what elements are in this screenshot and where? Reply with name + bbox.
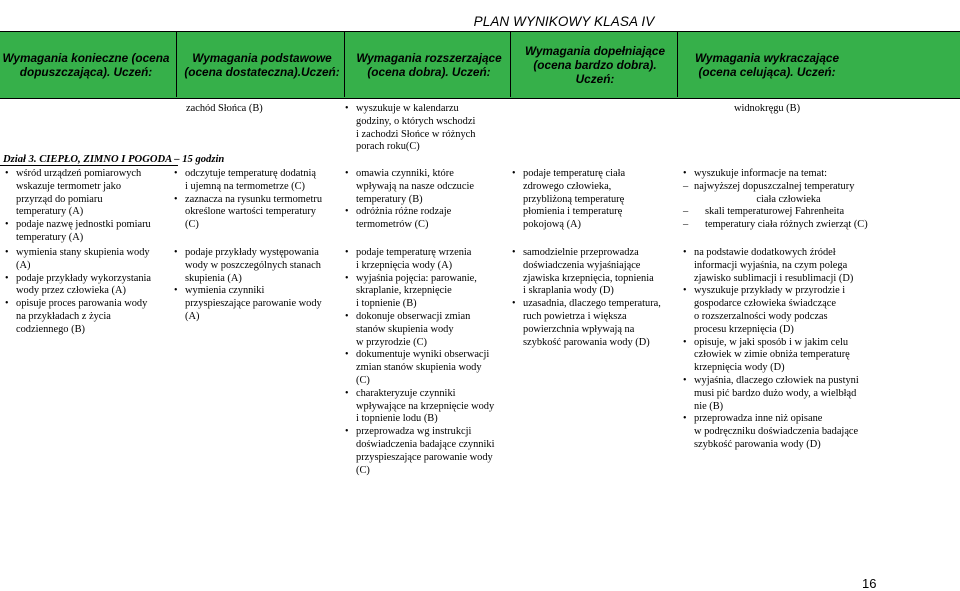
list-item-cont: w przyrodzie (C) [356, 336, 427, 348]
grid-line [677, 31, 678, 97]
list-item: • podaje temperaturę ciała [512, 168, 677, 181]
list-item-cont: w podręczniku doświadczenia badające [694, 426, 859, 438]
list-item: • samodzielnie przeprowadza [512, 247, 680, 260]
page-number: 16 [862, 576, 877, 591]
grid-line [510, 31, 511, 97]
list-item: • dokumentuje wyniki obserwacji [345, 349, 510, 362]
list-item: • podaje przykłady wykorzystania [5, 273, 173, 286]
list-item-cont: i zachodzi Słońce w różnych [356, 128, 476, 140]
list-item-cont: przyrząd do pomiaru [16, 193, 103, 205]
grid-line [344, 31, 345, 97]
list-item-cont: zdrowego człowieka, [523, 180, 612, 192]
list-item-cont: godziny, o których wschodzi [356, 115, 476, 127]
list-item-cont: wody w poszczególnych stanach [185, 259, 321, 271]
list-item-cont: doświadczenia wyjaśniające [523, 259, 641, 271]
list-item-cont: termometrów (C) [356, 219, 429, 231]
section-rule [0, 165, 178, 166]
dash-item: – skali temperaturowej Fahrenheita [683, 206, 883, 219]
list-item: • odróżnia różne rodzaje [345, 206, 507, 219]
list-item-cont: (C) [185, 219, 199, 231]
row2-col-5 [683, 247, 883, 452]
list-item-cont: (A) [185, 310, 200, 322]
list-item-cont: skraplanie, krzepnięcie [356, 285, 452, 297]
list-item-cont: zjawiska krzepnięcia, topnienia [523, 272, 654, 284]
row2-col-4 [512, 247, 680, 349]
list-item-cont: procesu krzepnięcia (D) [694, 323, 794, 335]
list-item-cont: powierzchnia wpływają na [523, 323, 635, 335]
list-item-cont: wody przez człowieka (A) [16, 285, 126, 297]
list-item-cont: temperatury (A) [16, 231, 84, 243]
dash-item: – najwyższej dopuszczalnej temperatury [683, 181, 883, 194]
list-item: • podaje temperaturę wrzenia [345, 247, 510, 260]
row1-col-2 [174, 168, 344, 232]
list-item-cont: informacji wyjaśnia, na czym polega [694, 259, 848, 271]
header-col-1: Wymagania konieczne (ocena dopuszczająca). Uczeń: [2, 51, 170, 79]
list-item: • opisuje proces parowania wody [5, 298, 173, 311]
list-item-cont: ciała człowieka [756, 193, 821, 205]
list-item: • zaznacza na rysunku termometru [174, 194, 344, 207]
list-item-cont: szybkość parowania wody (D) [523, 336, 650, 348]
list-item-cont: przyspieszające parowanie wody [185, 298, 322, 310]
list-item: • podaje przykłady występowania [174, 247, 344, 260]
list-item-cont: nie (B) [694, 400, 724, 412]
list-item: • wyszukuje informacje na temat: [683, 168, 883, 181]
header-col-4: Wymagania dopełniające (ocena bardzo dobra). Uczeń: [524, 44, 666, 86]
list-item-cont: gospodarce człowieka świadczące [694, 298, 836, 310]
row2-col-3 [345, 247, 510, 477]
list-item-cont: na przykładach z życia [16, 310, 111, 322]
list-item-cont: i krzepnięcia wody (A) [356, 259, 453, 271]
grid-line [176, 31, 177, 97]
list-item-cont: temperatury (A) [16, 206, 84, 218]
list-item-cont: krzepnięcia wody (D) [694, 362, 785, 374]
list-item: • wyjaśnia, dlaczego człowiek na pustyni [683, 375, 883, 388]
list-item-cont: i topnienie lodu (B) [356, 413, 438, 425]
list-item: • odczytuje temperaturę dodatnią [174, 168, 344, 181]
header-col-3: Wymagania rozszerzające (ocena dobra). Uczeń: [356, 51, 502, 79]
row2-col-2 [174, 247, 344, 324]
list-item-cont: doświadczenia badające czynniki [356, 438, 495, 450]
header-row [0, 31, 960, 99]
list-item-cont: wskazuje termometr jako [16, 180, 122, 192]
row1-col-4 [512, 168, 677, 232]
list-item: • wymienia stany skupienia wody [5, 247, 173, 260]
list-item-cont: (C) [356, 374, 370, 386]
list-item-cont: i skraplania wody (D) [523, 285, 614, 297]
list-item: • przeprowadza inne niż opisane [683, 413, 883, 426]
list-item: • charakteryzuje czynniki [345, 388, 510, 401]
dash-item: – temperatury ciała różnych zwierząt (C) [683, 219, 883, 232]
list-item-cont: i topnienie (B) [356, 298, 417, 310]
list-item: • wyjaśnia pojęcia: parowanie, [345, 273, 510, 286]
list-item-cont: (C) [356, 464, 370, 476]
list-item: • przeprowadza wg instrukcji [345, 426, 510, 439]
carryover-col-2: zachód Słońca (B) [186, 103, 263, 114]
list-item-cont: człowiek w zimie obniża temperaturę [694, 349, 850, 361]
list-item: • na podstawie dodatkowych źródeł [683, 247, 883, 260]
row2-col-1 [5, 247, 173, 337]
list-item: • wyszukuje przykłady w przyrodzie i [683, 285, 883, 298]
list-item: • opisuje, w jaki sposób i w jakim celu [683, 337, 883, 350]
list-item-cont: ruch powietrza i większa [523, 310, 627, 322]
list-item: • omawia czynniki, które [345, 168, 507, 181]
list-item-cont: o rozszerzalności wody podczas [694, 310, 828, 322]
list-item-cont: zjawisko sublimacji i resublimacji (D) [694, 272, 854, 284]
list-item-cont: musi pić bardzo dużo wody, a wielbłąd [694, 387, 857, 399]
row1-col-1 [5, 168, 173, 245]
list-item-cont: pokojową (A) [523, 219, 582, 231]
list-item-cont: wpływają na nasze odczucie [356, 180, 474, 192]
list-item: • podaje nazwę jednostki pomiaru [5, 219, 173, 232]
list-item-cont: (A) [16, 259, 31, 271]
list-item-cont: określone wartości temperatury [185, 206, 316, 218]
document-title: PLAN WYNIKOWY KLASA IV [473, 14, 655, 29]
list-item: • wymienia czynniki [174, 285, 344, 298]
list-item-cont: codziennego (B) [16, 323, 85, 335]
row1-col-5 [683, 168, 883, 232]
header-col-2: Wymagania podstawowe (ocena dostateczna).Uczeń: [184, 51, 340, 79]
list-item-cont: przyspieszające parowanie wody [356, 451, 493, 463]
list-item-cont: skupienia (A) [185, 272, 242, 284]
list-item: • dokonuje obserwacji zmian [345, 311, 510, 324]
section-heading: Dział 3. CIEPŁO, ZIMNO I POGODA – 15 godzin [3, 154, 225, 165]
header-col-5: Wymagania wykraczające (ocena celująca). Uczeń: [694, 51, 840, 79]
list-item-cont: zmian stanów skupienia wody [356, 362, 482, 374]
list-item-cont: temperatury (B) [356, 193, 423, 205]
carryover-col-3 [345, 103, 505, 154]
list-item-cont: płomienia i temperaturę [523, 206, 623, 218]
list-item-cont: przybliżoną temperaturę [523, 193, 625, 205]
list-item-cont: wpływające na krzepnięcie wody [356, 400, 495, 412]
list-item: • wśród urządzeń pomiarowych [5, 168, 173, 181]
list-item: • uzasadnia, dlaczego temperatura, [512, 298, 680, 311]
list-item-cont: porach roku(C) [356, 141, 420, 153]
list-item-cont: i ujemną na termometrze (C) [185, 180, 306, 192]
carryover-col-5: widnokręgu (B) [733, 103, 801, 114]
list-item: • wyszukuje w kalendarzu [345, 103, 505, 116]
row1-col-3 [345, 168, 507, 232]
list-item-cont: szybkość parowania wody (D) [694, 438, 821, 450]
list-item-cont: stanów skupienia wody [356, 323, 454, 335]
